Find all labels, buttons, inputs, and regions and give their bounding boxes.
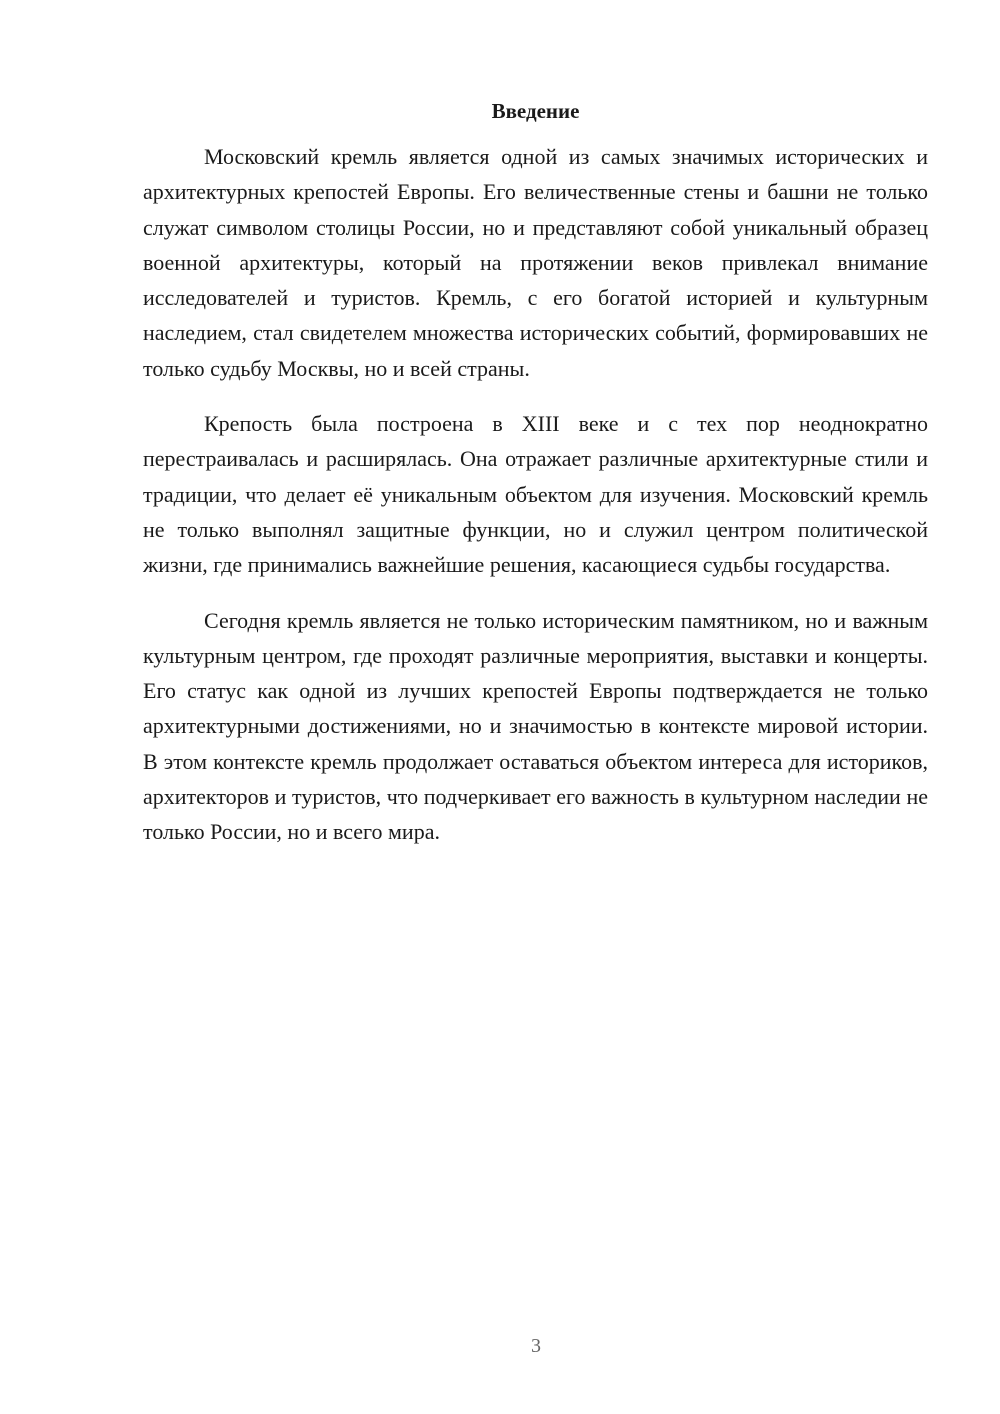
page-number: 3 [531, 1335, 541, 1357]
page-content [143, 96, 928, 870]
paragraph-1: Московский кремль является одной из самых значимых исторических и архитектурных крепостей Европы. Его величественные стены и башни не только служат символом столицы России, но и представляют собой уникальный образец военной архитектуры, который на протяжении веков привлекал внимание исследователей и туристов. Кремль, с его богатой историей и культурным наследием, стал свидетелем множества исторических событий, формировавших не только судьбу Москвы, но и всей страны. [143, 144, 928, 381]
section-title: Введение [491, 99, 580, 123]
paragraph-2: Крепость была построена в XIII веке и с тех пор неоднократно перестраивалась и расширялась. Она отражает различные архитектурные стили и традиции, что делает её уникальным объектом для изучения. Московский кремль не только выполнял защитные функции, но и служил центром политической жизни, где принимались важнейшие решения, касающиеся судьбы государства. [143, 411, 928, 578]
paragraph-3: Сегодня кремль является не только историческим памятником, но и важным культурным центром, где проходят различные мероприятия, выставки и концерты. Его статус как одной из лучших крепостей Европы подтверждается не только архитектурными достижениями, но и значимостью в контексте мировой истории. В этом контексте кремль продолжает оставаться объектом интереса для историков, архитекторов и туристов, что подчеркивает его важность в культурном наследии не только России, но и всего мира. [143, 607, 928, 845]
